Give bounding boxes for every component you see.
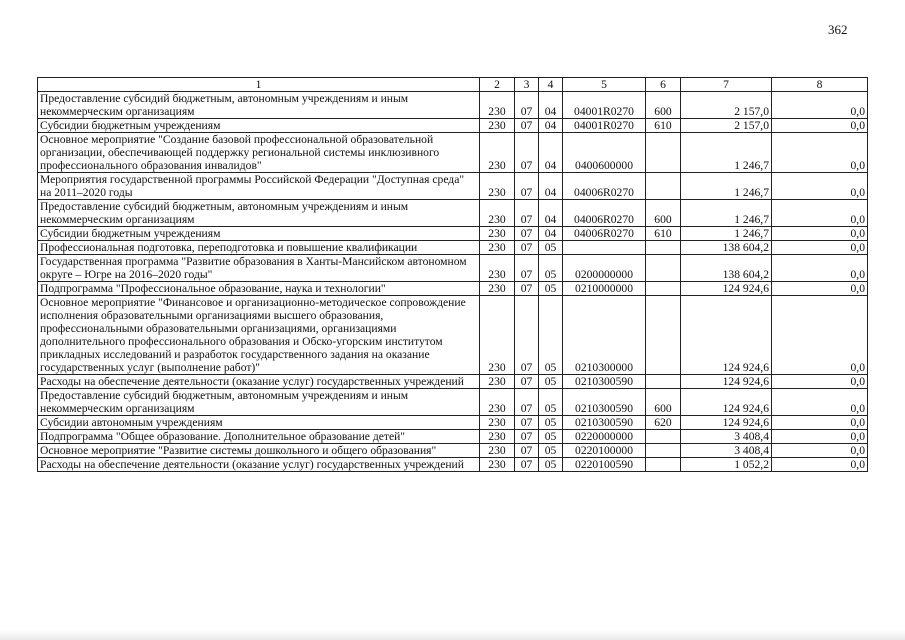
- row-admin-code: 230: [480, 227, 515, 241]
- header-row: [38, 78, 868, 92]
- row-subsection-code: 04: [539, 119, 563, 133]
- row-amount-secondary: 0,0: [772, 416, 868, 430]
- row-amount: 124 924,6: [681, 375, 772, 389]
- row-admin-code: 230: [480, 173, 515, 200]
- row-admin-code: 230: [480, 375, 515, 389]
- row-name-cell: Предоставление субсидий бюджетным, автономным учреждениям и иным некоммерческим организациям: [38, 200, 480, 227]
- row-expense-type: 600: [646, 389, 681, 416]
- row-amount: 1 246,7: [681, 227, 772, 241]
- row-target-code: 0200000000: [563, 255, 646, 282]
- row-name-cell: Основное мероприятие "Развитие системы дошкольного и общего образования": [38, 444, 480, 458]
- row-section-code: 07: [515, 282, 539, 296]
- row-name-cell: Субсидии бюджетным учреждениям: [38, 227, 480, 241]
- row-admin-code: 230: [480, 119, 515, 133]
- row-expense-type: [646, 241, 681, 255]
- row-name-cell: Субсидии автономным учреждениям: [38, 416, 480, 430]
- row-section-code: 07: [515, 389, 539, 416]
- row-subsection-code: 04: [539, 173, 563, 200]
- row-section-code: 07: [515, 119, 539, 133]
- table-row: [38, 296, 868, 375]
- row-name-cell: Расходы на обеспечение деятельности (оказание услуг) государственных учреждений: [38, 458, 480, 472]
- row-section-code: 07: [515, 92, 539, 119]
- row-section-code: 07: [515, 133, 539, 173]
- row-admin-code: 230: [480, 458, 515, 472]
- row-admin-code: 230: [480, 296, 515, 375]
- row-target-code: 0210000000: [563, 282, 646, 296]
- row-subsection-code: 05: [539, 255, 563, 282]
- row-expense-type: [646, 296, 681, 375]
- row-subsection-code: 05: [539, 458, 563, 472]
- table-row: [38, 282, 868, 296]
- table-row: [38, 416, 868, 430]
- row-section-code: 07: [515, 255, 539, 282]
- row-target-code: 0220100590: [563, 458, 646, 472]
- row-subsection-code: 04: [539, 200, 563, 227]
- header-col-8: 8: [772, 78, 868, 92]
- row-name-cell: Основное мероприятие "Финансовое и организационно-методическое сопровождение исполнения образовательными организациями высшего образования, профессиональными образовательными организациями, организациями дополнительного профессионального образования и Обско-угорским институтом прикладных исследований и разработок государственного задания на оказание государственных услуг (выполнение работ)": [38, 296, 480, 375]
- row-name-cell: Предоставление субсидий бюджетным, автономным учреждениям и иным некоммерческим организациям: [38, 389, 480, 416]
- row-amount-secondary: 0,0: [772, 430, 868, 444]
- row-target-code: 04006R0270: [563, 227, 646, 241]
- header-col-3: 3: [515, 78, 539, 92]
- row-target-code: 0220100000: [563, 444, 646, 458]
- row-expense-type: 610: [646, 119, 681, 133]
- row-admin-code: 230: [480, 133, 515, 173]
- row-target-code: 04006R0270: [563, 200, 646, 227]
- row-subsection-code: 05: [539, 430, 563, 444]
- row-subsection-code: 05: [539, 296, 563, 375]
- row-amount: 124 924,6: [681, 416, 772, 430]
- row-target-code: 0400600000: [563, 133, 646, 173]
- row-expense-type: 600: [646, 92, 681, 119]
- table-row: [38, 389, 868, 416]
- row-section-code: 07: [515, 200, 539, 227]
- row-target-code: 0210300590: [563, 416, 646, 430]
- table-body: [38, 92, 868, 472]
- row-amount: 1 246,7: [681, 200, 772, 227]
- row-target-code: 0210300590: [563, 389, 646, 416]
- row-section-code: 07: [515, 458, 539, 472]
- row-amount: 124 924,6: [681, 389, 772, 416]
- row-amount-secondary: 0,0: [772, 375, 868, 389]
- row-admin-code: 230: [480, 200, 515, 227]
- row-amount-secondary: 0,0: [772, 296, 868, 375]
- scan-edge: [0, 630, 905, 640]
- row-name-cell: Основное мероприятие "Создание базовой профессиональной образовательной организации, обеспечивающей поддержку региональной системы инклюзивного профессионального образования инвалидов": [38, 133, 480, 173]
- row-amount-secondary: 0,0: [772, 92, 868, 119]
- header-col-4: 4: [539, 78, 563, 92]
- row-expense-type: [646, 133, 681, 173]
- table-row: [38, 119, 868, 133]
- row-name-cell: Государственная программа "Развитие образования в Ханты-Мансийском автономном округе – Югре на 2016–2020 годы": [38, 255, 480, 282]
- row-subsection-code: 05: [539, 389, 563, 416]
- row-target-code: 0210300590: [563, 375, 646, 389]
- row-expense-type: [646, 458, 681, 472]
- table-row: [38, 173, 868, 200]
- row-section-code: 07: [515, 430, 539, 444]
- row-section-code: 07: [515, 227, 539, 241]
- row-amount: 3 408,4: [681, 444, 772, 458]
- row-amount: 1 246,7: [681, 133, 772, 173]
- row-admin-code: 230: [480, 430, 515, 444]
- row-target-code: 0210300000: [563, 296, 646, 375]
- row-target-code: 04001R0270: [563, 119, 646, 133]
- row-amount-secondary: 0,0: [772, 458, 868, 472]
- row-expense-type: [646, 375, 681, 389]
- row-section-code: 07: [515, 173, 539, 200]
- row-section-code: 07: [515, 296, 539, 375]
- row-expense-type: [646, 444, 681, 458]
- row-admin-code: 230: [480, 282, 515, 296]
- row-admin-code: 230: [480, 255, 515, 282]
- row-expense-type: [646, 255, 681, 282]
- row-name-cell: Профессиональная подготовка, переподготовка и повышение квалификации: [38, 241, 480, 255]
- table-row: [38, 133, 868, 173]
- row-expense-type: [646, 173, 681, 200]
- row-amount-secondary: 0,0: [772, 282, 868, 296]
- row-target-code: [563, 241, 646, 255]
- row-subsection-code: 05: [539, 375, 563, 389]
- row-target-code: 0220000000: [563, 430, 646, 444]
- table-row: [38, 444, 868, 458]
- header-col-1: 1: [38, 78, 480, 92]
- table-row: [38, 458, 868, 472]
- budget-table: [37, 77, 868, 472]
- row-amount: 124 924,6: [681, 296, 772, 375]
- row-subsection-code: 04: [539, 92, 563, 119]
- row-expense-type: [646, 430, 681, 444]
- row-target-code: 04001R0270: [563, 92, 646, 119]
- row-name-cell: Подпрограмма "Профессиональное образование, наука и технологии": [38, 282, 480, 296]
- row-expense-type: [646, 282, 681, 296]
- row-name-cell: Мероприятия государственной программы Российской Федерации "Доступная среда" на 2011–2020 годы: [38, 173, 480, 200]
- row-amount: 1 246,7: [681, 173, 772, 200]
- header-col-5: 5: [563, 78, 646, 92]
- row-amount-secondary: 0,0: [772, 444, 868, 458]
- row-name-cell: Предоставление субсидий бюджетным, автономным учреждениям и иным некоммерческим организациям: [38, 92, 480, 119]
- page-number: 362: [828, 22, 848, 37]
- row-subsection-code: 04: [539, 227, 563, 241]
- row-admin-code: 230: [480, 416, 515, 430]
- row-section-code: 07: [515, 416, 539, 430]
- row-amount: 138 604,2: [681, 255, 772, 282]
- table-row: [38, 375, 868, 389]
- table-row: [38, 200, 868, 227]
- row-amount: 3 408,4: [681, 430, 772, 444]
- row-target-code: 04006R0270: [563, 173, 646, 200]
- row-admin-code: 230: [480, 241, 515, 255]
- table-row: [38, 241, 868, 255]
- row-amount: 124 924,6: [681, 282, 772, 296]
- row-amount: 2 157,0: [681, 119, 772, 133]
- table-row: [38, 255, 868, 282]
- table-row: [38, 92, 868, 119]
- row-amount-secondary: 0,0: [772, 200, 868, 227]
- row-name-cell: Подпрограмма "Общее образование. Дополнительное образование детей": [38, 430, 480, 444]
- header-col-2: 2: [480, 78, 515, 92]
- row-amount: 1 052,2: [681, 458, 772, 472]
- row-section-code: 07: [515, 444, 539, 458]
- row-subsection-code: 05: [539, 444, 563, 458]
- row-amount-secondary: 0,0: [772, 255, 868, 282]
- header-col-7: 7: [681, 78, 772, 92]
- row-subsection-code: 04: [539, 133, 563, 173]
- row-admin-code: 230: [480, 92, 515, 119]
- row-admin-code: 230: [480, 444, 515, 458]
- row-amount-secondary: 0,0: [772, 173, 868, 200]
- table-row: [38, 227, 868, 241]
- row-amount-secondary: 0,0: [772, 133, 868, 173]
- table-row: [38, 430, 868, 444]
- row-subsection-code: 05: [539, 282, 563, 296]
- row-amount-secondary: 0,0: [772, 227, 868, 241]
- row-expense-type: 620: [646, 416, 681, 430]
- row-name-cell: Субсидии бюджетным учреждениям: [38, 119, 480, 133]
- row-section-code: 07: [515, 375, 539, 389]
- row-expense-type: 600: [646, 200, 681, 227]
- row-amount-secondary: 0,0: [772, 119, 868, 133]
- row-name-cell: Расходы на обеспечение деятельности (оказание услуг) государственных учреждений: [38, 375, 480, 389]
- header-col-6: 6: [646, 78, 681, 92]
- row-amount: 2 157,0: [681, 92, 772, 119]
- row-subsection-code: 05: [539, 241, 563, 255]
- row-amount-secondary: 0,0: [772, 389, 868, 416]
- row-admin-code: 230: [480, 389, 515, 416]
- row-amount-secondary: 0,0: [772, 241, 868, 255]
- row-section-code: 07: [515, 241, 539, 255]
- row-subsection-code: 05: [539, 416, 563, 430]
- row-expense-type: 610: [646, 227, 681, 241]
- row-amount: 138 604,2: [681, 241, 772, 255]
